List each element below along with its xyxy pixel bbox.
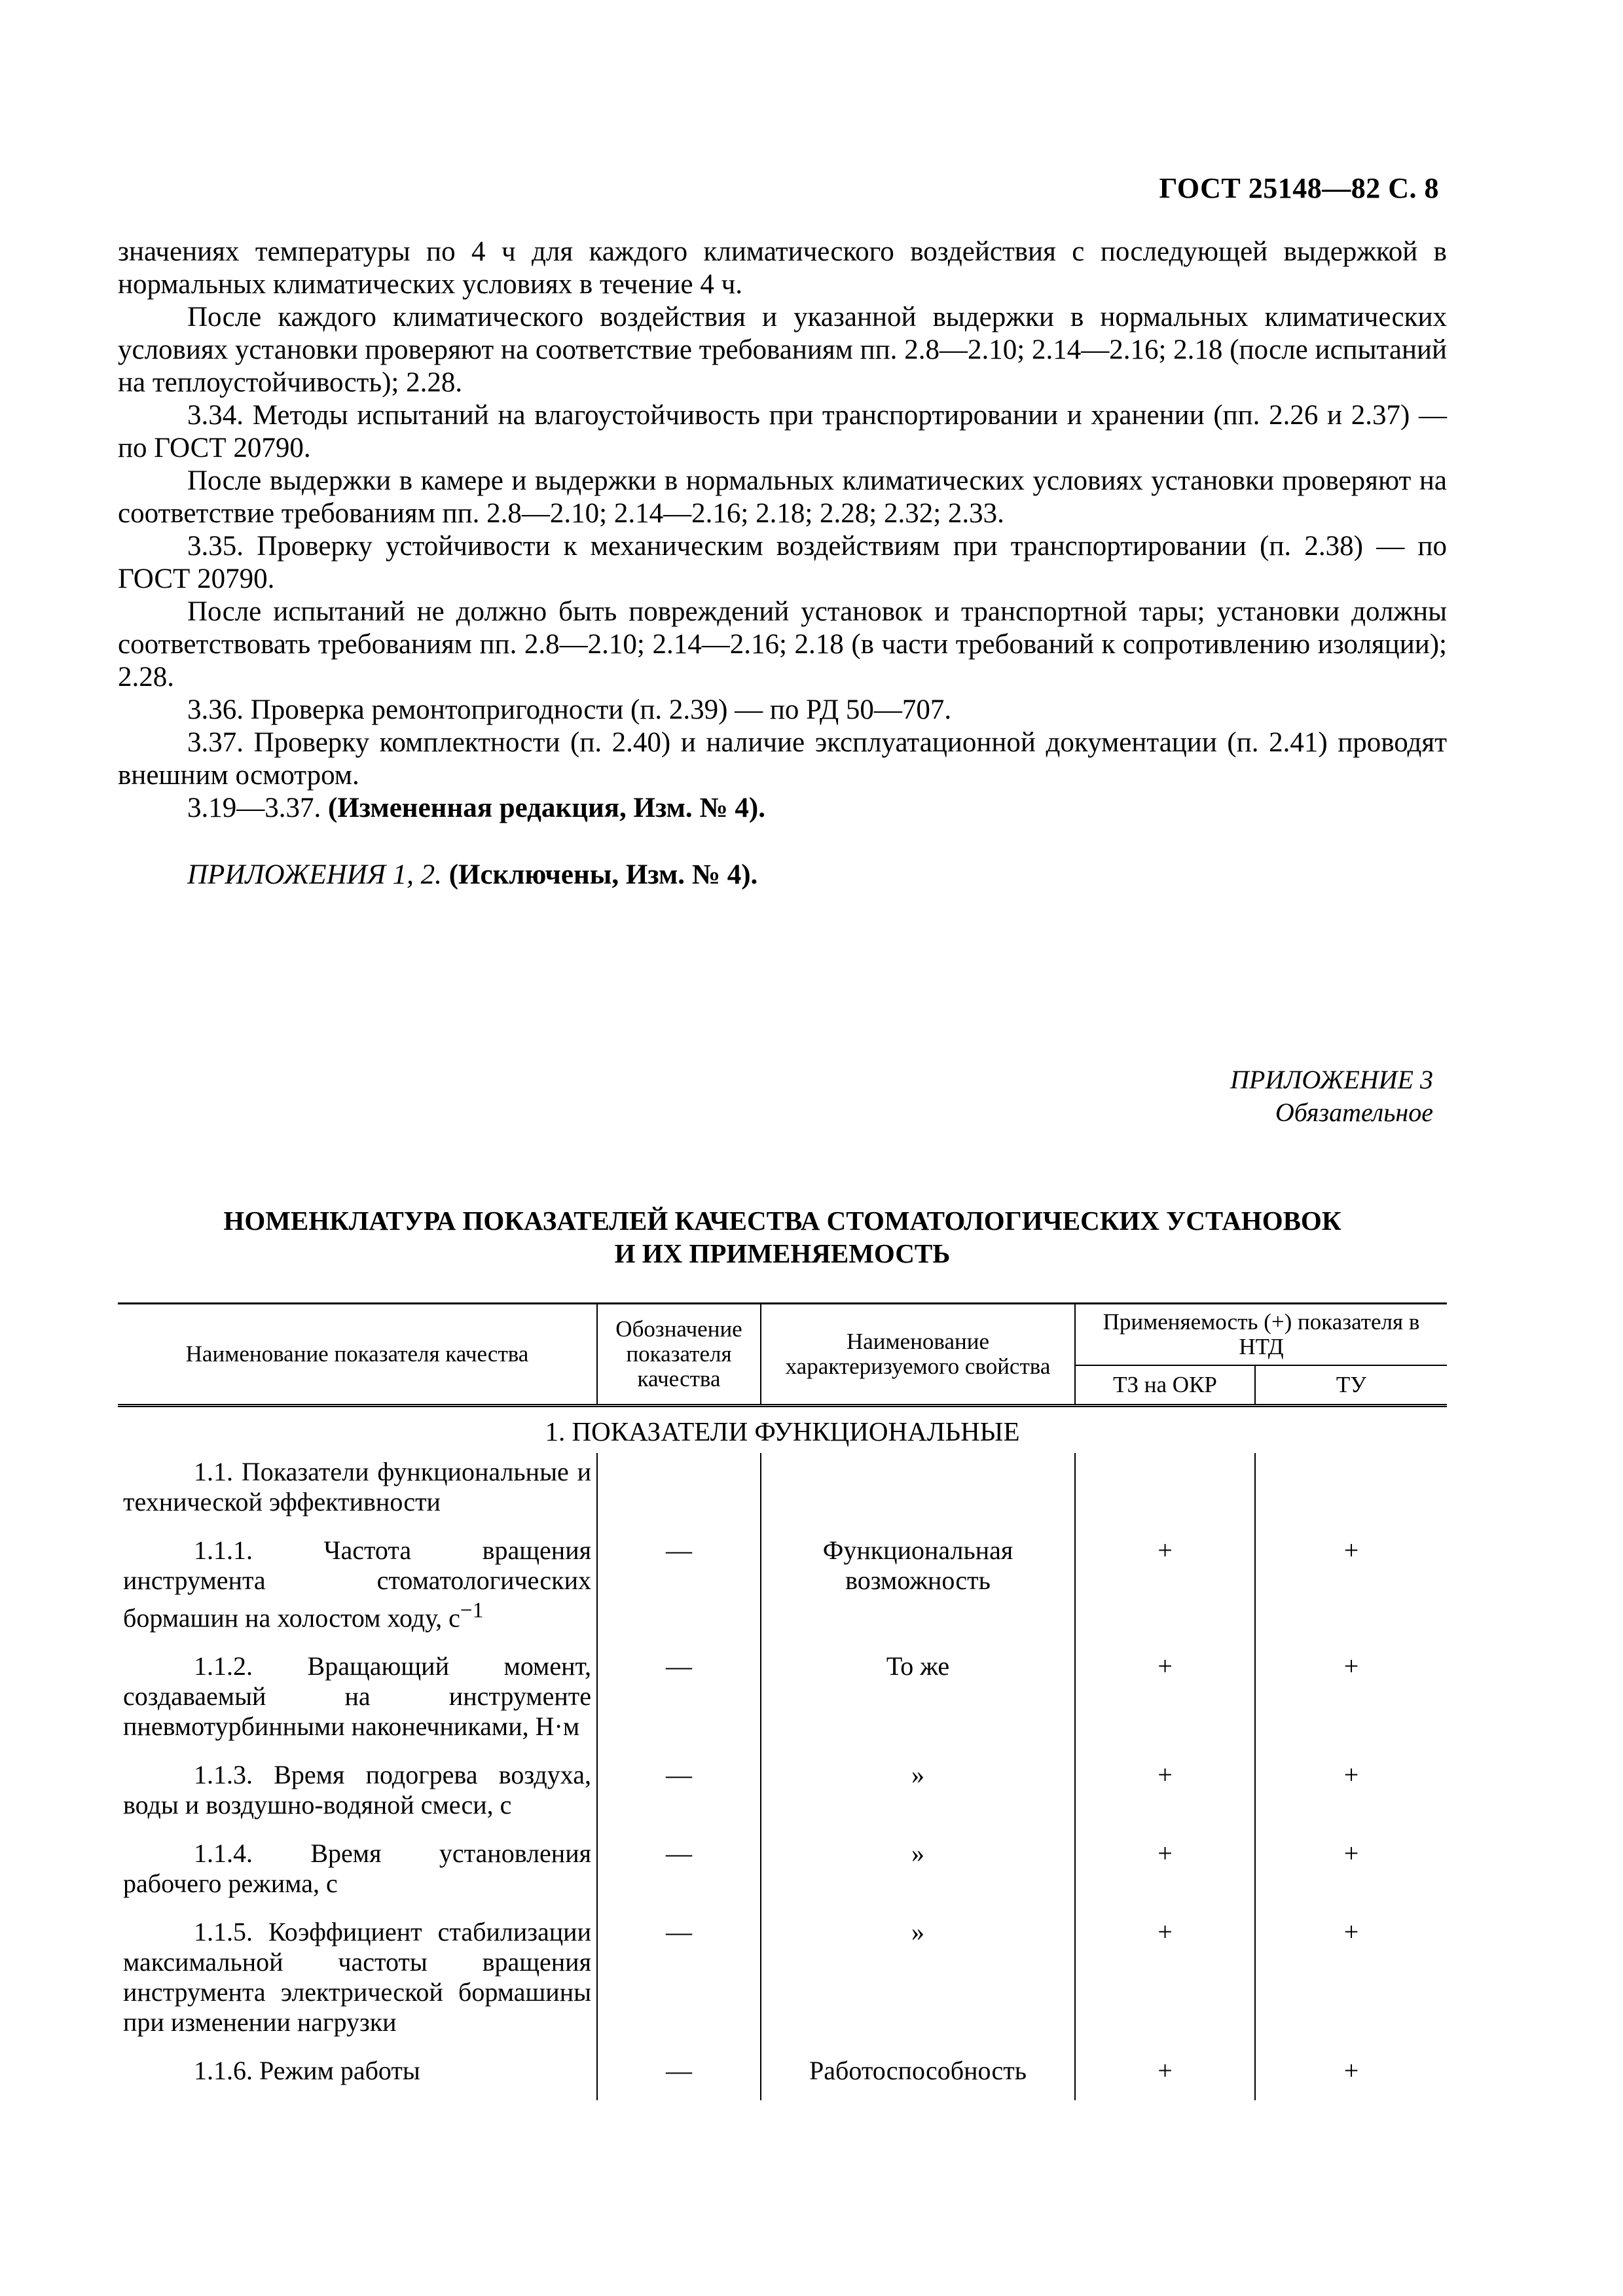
row-tz: + [1075, 1647, 1255, 1756]
row-name: 1.1.5. Коэффициент стабилизации максимальной частоты вращения инструмента электрической бормашины при изменении нагрузки [123, 1917, 591, 2037]
row-tu: + [1255, 1835, 1447, 1913]
doc-title [118, 1204, 1447, 1270]
row-designation: — [597, 1647, 761, 1756]
appendix-number: ПРИЛОЖЕНИЕ 3 [1230, 1065, 1433, 1094]
appendices-excluded-note [118, 859, 1447, 891]
appendix-status: Обязательное [1275, 1098, 1433, 1127]
doc-title-line-1: НОМЕНКЛАТУРА ПОКАЗАТЕЛЕЙ КАЧЕСТВА СТОМАТОЛОГИЧЕСКИХ УСТАНОВОК [223, 1206, 1341, 1236]
paragraph-4: После выдержки в камере и выдержки в нормальных климатических условиях установки проверяют на соответствие требованиям пп. 2.8—2.10; 2.14—2.16; 2.18; 2.28; 2.32; 2.33. [118, 465, 1447, 529]
paragraph-3-34: 3.34. Методы испытаний на влагоустойчивость при транспортировании и хранении (пп. 2.26 и 2.37) — по ГОСТ 20790. [118, 400, 1447, 463]
section-heading: 1. ПОКАЗАТЕЛИ ФУНКЦИОНАЛЬНЫЕ [545, 1416, 1020, 1446]
row-name [118, 1532, 597, 1647]
amendment-note [118, 792, 1447, 825]
row-tu: + [1255, 1913, 1447, 2052]
row-tz: + [1075, 1756, 1255, 1835]
row-name: 1.1.6. Режим работы [194, 2056, 420, 2086]
page-header: ГОСТ 25148—82 С. 8 [1159, 172, 1439, 204]
row-designation: — [597, 1835, 761, 1913]
table-row [118, 1913, 1447, 2052]
table-row [118, 1835, 1447, 1913]
appendix-label [1230, 1064, 1433, 1129]
header-tz: ТЗ на ОКР [1075, 1365, 1255, 1406]
row-tz: + [1075, 1835, 1255, 1913]
paragraph-3-35: 3.35. Проверку устойчивости к механическим воздействиям при транспортировании (п. 2.38) — по ГОСТ 20790. [118, 531, 1447, 594]
header-name: Наименование показателя качества [118, 1304, 597, 1406]
appendices-excluded-text: (Исключены, Изм. № 4). [448, 859, 758, 890]
row-designation [597, 1453, 761, 1532]
row-name: 1.1.4. Время установления рабочего режима, с [123, 1839, 591, 1899]
quality-indicators-table [118, 1302, 1447, 2100]
table-row [118, 1647, 1447, 1756]
row-name: 1.1. Показатели функциональные и технической эффективности [123, 1457, 591, 1516]
row-tu [1255, 1453, 1447, 1532]
table-row [118, 1532, 1447, 1647]
row-tz: + [1075, 2052, 1255, 2100]
amendment-text: (Измененная редакция, Изм. № 4). [328, 793, 765, 823]
header-tu: ТУ [1255, 1365, 1447, 1406]
paragraph-6: После испытаний не должно быть повреждений установок и транспортной тары; установки должны соответствовать требованиям пп. 2.8—2.10; 2.14—2.16; 2.18 (в части требований к сопротивлению изоляции); 2.28. [118, 596, 1447, 692]
table-row [118, 2052, 1447, 2100]
amendment-prefix: 3.19—3.37. [187, 793, 328, 823]
header-property: Наименование характеризуемого свойства [761, 1304, 1075, 1406]
table-row [118, 1453, 1447, 1532]
paragraph-3-36: 3.36. Проверка ремонтопригодности (п. 2.39) — по РД 50—707. [187, 694, 952, 725]
row-designation: — [597, 2052, 761, 2100]
row-name: 1.1.2. Вращающий момент, создаваемый на инструменте пневмотурбинными наконечниками, Н·м [123, 1651, 591, 1742]
row-tz: + [1075, 1913, 1255, 2052]
row-name: 1.1.3. Время подогрева воздуха, воды и воздушно-водяной смеси, с [123, 1760, 591, 1820]
row-property: Функциональная возможность [761, 1532, 1075, 1647]
header-designation: Обозначение показателя качества [597, 1304, 761, 1406]
appendices-label: ПРИЛОЖЕНИЯ 1, 2. [187, 859, 449, 890]
row-property [761, 1453, 1075, 1532]
doc-title-line-2: И ИХ ПРИМЕНЯЕМОСТЬ [614, 1238, 951, 1268]
row-property: Работоспособность [761, 2052, 1075, 2100]
row-property: » [761, 1835, 1075, 1913]
paragraph-1: значениях температуры по 4 ч для каждого климатического воздействия с последующей выдержкой в нормальных климатических условиях в течение 4 ч. [118, 236, 1447, 300]
row-designation: — [597, 1532, 761, 1647]
header-applicability: Применяемость (+) показателя в НТД [1075, 1304, 1447, 1366]
row-property: » [761, 1756, 1075, 1835]
body-text [118, 236, 1447, 891]
paragraph-3-37: 3.37. Проверку комплектности (п. 2.40) и наличие эксплуатационной документации (п. 2.41) проводят внешним осмотром. [118, 727, 1447, 791]
row-property: То же [761, 1647, 1075, 1756]
row-designation: — [597, 1913, 761, 2052]
row-property: » [761, 1913, 1075, 2052]
row-name-text: 1.1.1. Частота вращения инструмента стоматологических бормашин на холостом ходу, с [123, 1535, 591, 1633]
paragraph-2: После каждого климатического воздействия и указанной выдержки в нормальных климатических условиях установки проверяют на соответствие требованиям пп. 2.8—2.10; 2.14—2.16; 2.18 (после испытаний на теплоустойчивость); 2.28. [118, 302, 1447, 398]
row-name-superscript: −1 [460, 1598, 484, 1623]
row-tu: + [1255, 1647, 1447, 1756]
table-row [118, 1756, 1447, 1835]
row-tu: + [1255, 1532, 1447, 1647]
row-tz: + [1075, 1532, 1255, 1647]
row-designation: — [597, 1756, 761, 1835]
row-tz [1075, 1453, 1255, 1532]
row-tu: + [1255, 1756, 1447, 1835]
row-tu: + [1255, 2052, 1447, 2100]
